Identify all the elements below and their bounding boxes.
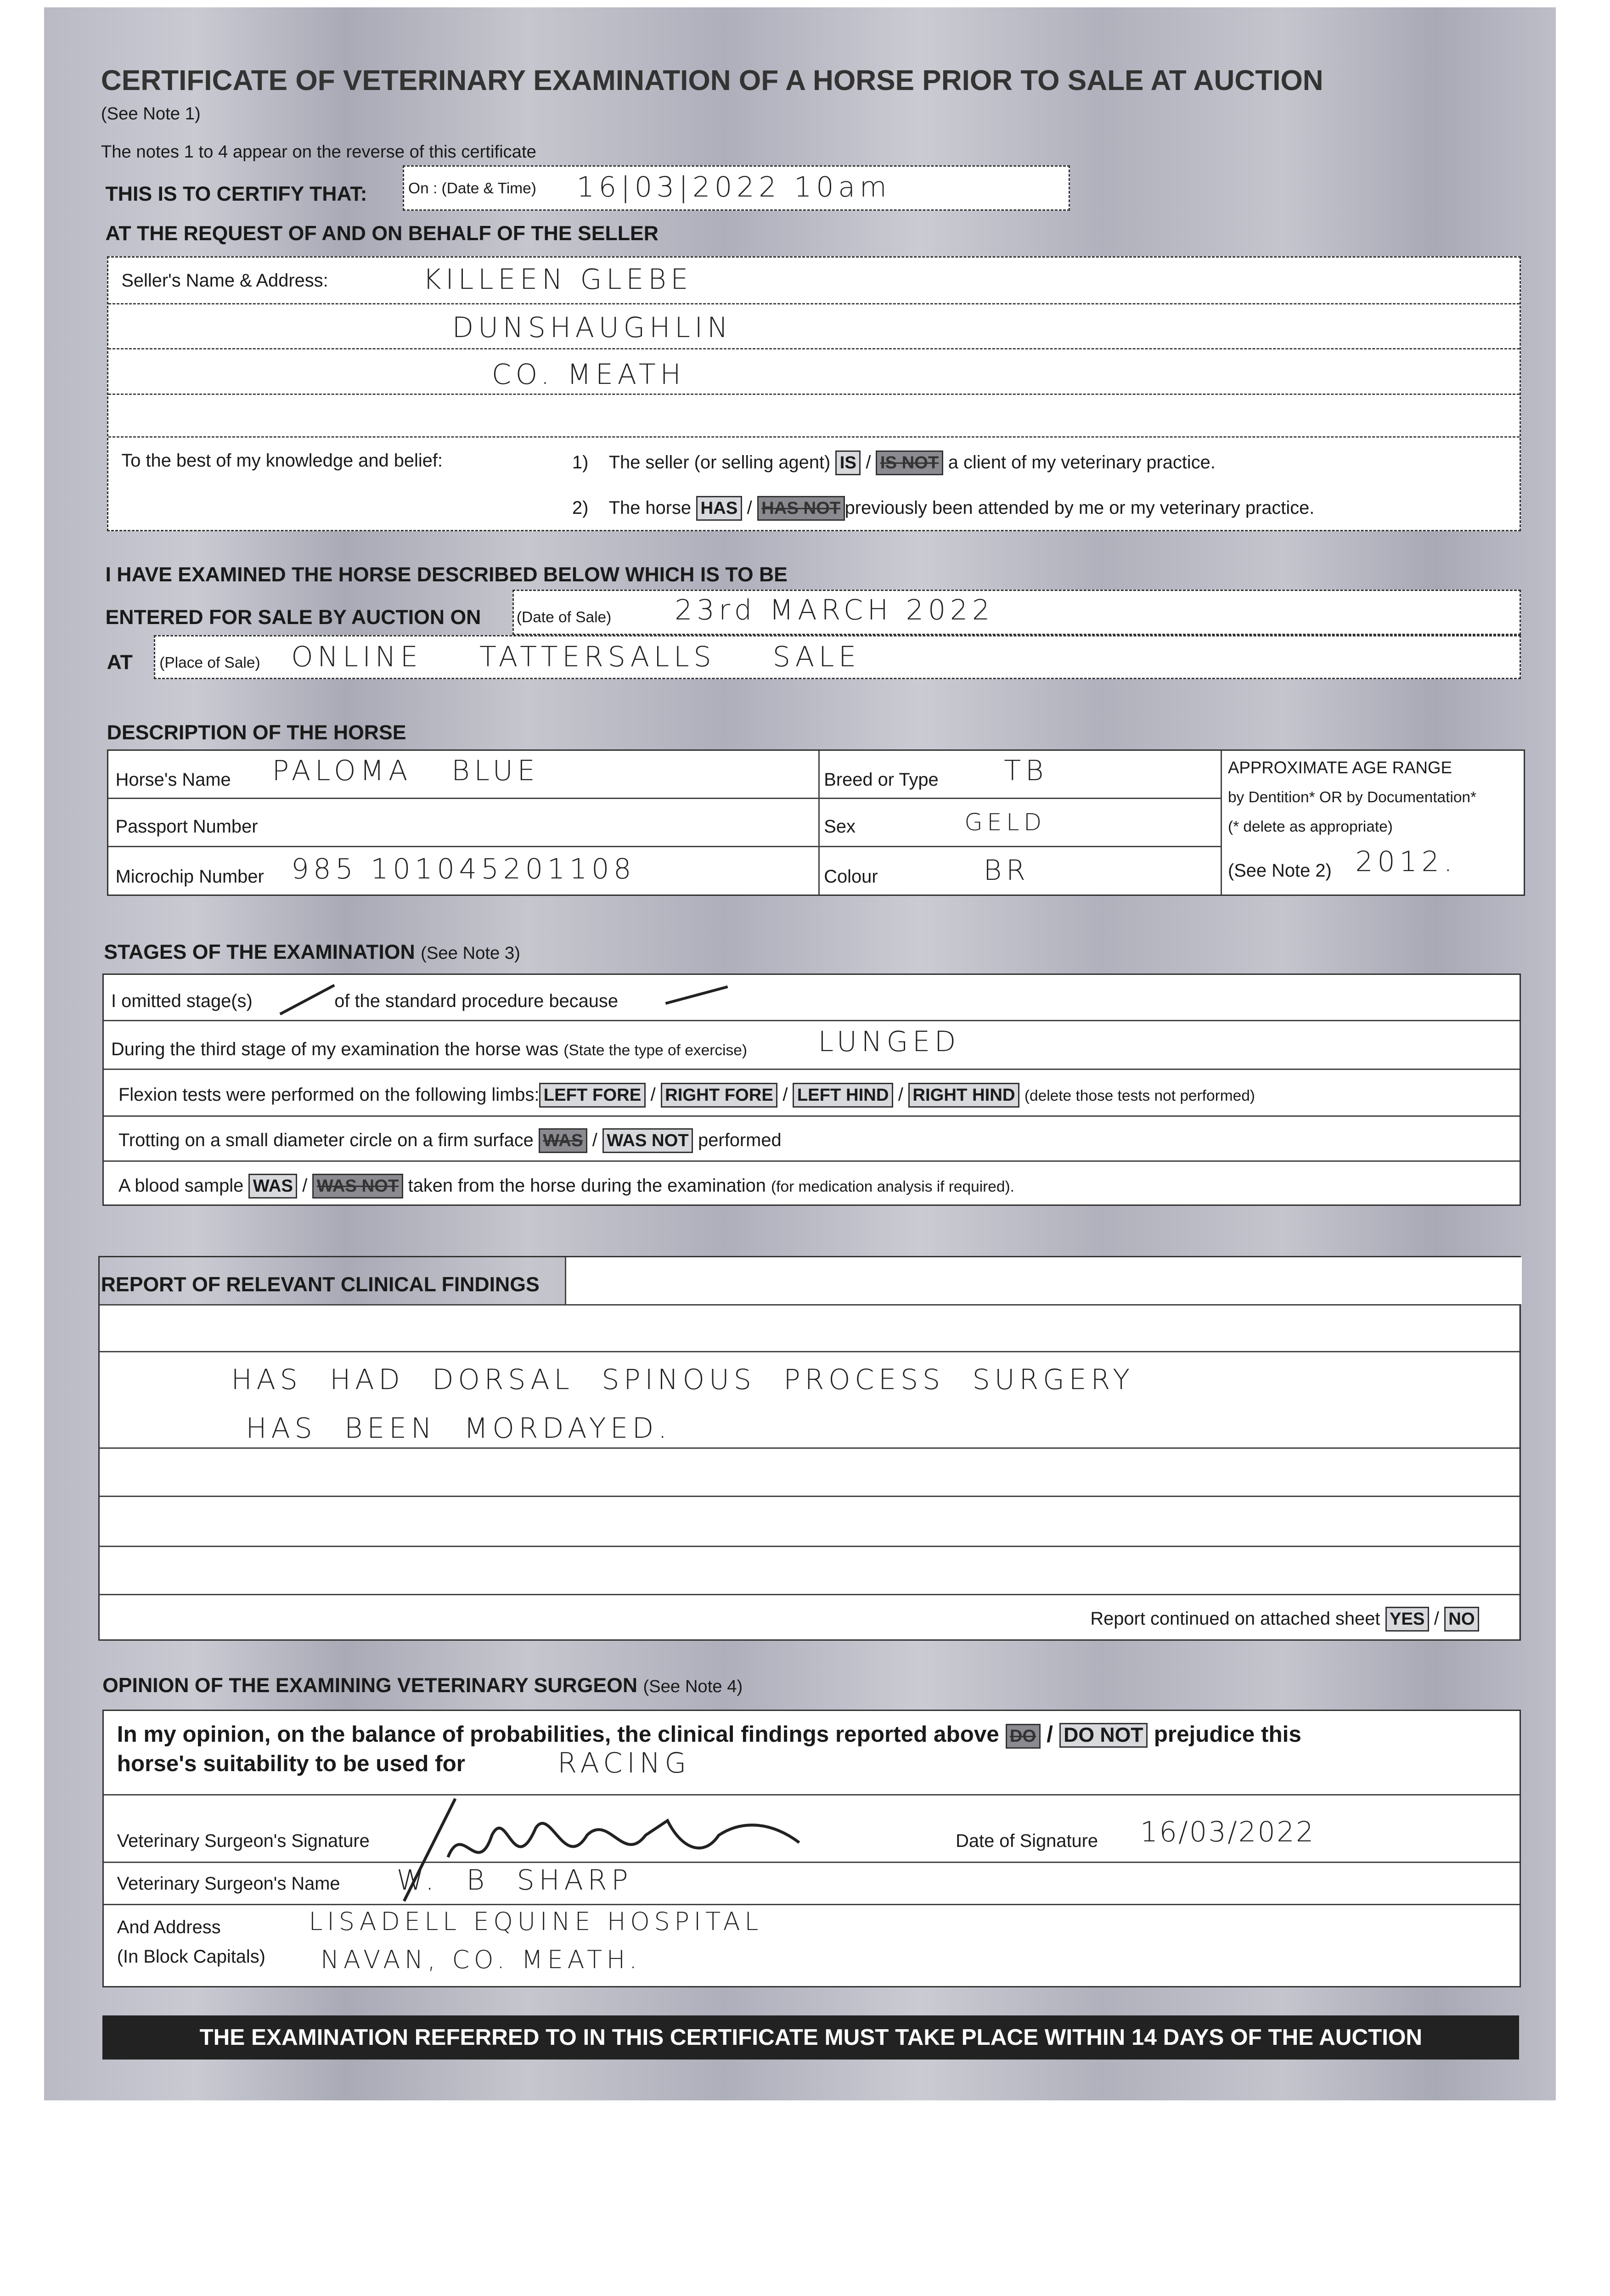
trot-was-option[interactable]: WAS bbox=[539, 1128, 587, 1153]
breed-value[interactable]: TB bbox=[1004, 755, 1048, 788]
colour-label: Colour bbox=[824, 866, 878, 887]
omitted-row: I omitted stage(s) of the standard procedure because bbox=[111, 990, 618, 1011]
description-table bbox=[107, 749, 1525, 896]
opinion-section bbox=[102, 1710, 1520, 1988]
do-not-option[interactable]: DO NOT bbox=[1059, 1723, 1148, 1748]
sale-place-label: (Place of Sale) bbox=[159, 654, 260, 671]
blood-was-not-option[interactable]: WAS NOT bbox=[312, 1174, 403, 1199]
statement-1: 1) The seller (or selling agent) IS / IS NOT a client of my veterinary practice. bbox=[572, 450, 1216, 475]
blood-was-option[interactable]: WAS bbox=[248, 1174, 297, 1199]
has-option[interactable]: HAS bbox=[696, 496, 742, 521]
address-line-2[interactable]: NAVAN, CO. MEATH. bbox=[320, 1945, 642, 1974]
see-note-1: (See Note 1) bbox=[101, 104, 201, 124]
footer-banner: THE EXAMINATION REFERRED TO IN THIS CERTIFICATE MUST TAKE PLACE WITHIN 14 DAYS OF THE AUCTION bbox=[102, 2015, 1519, 2060]
right-fore-option[interactable]: RIGHT FORE bbox=[661, 1083, 778, 1108]
sale-place-field[interactable] bbox=[154, 635, 1521, 679]
knowledge-label: To the best of my knowledge and belief: bbox=[121, 450, 443, 471]
continued-no-option[interactable]: NO bbox=[1444, 1607, 1479, 1632]
stages-table bbox=[102, 974, 1520, 1206]
breed-label: Breed or Type bbox=[824, 770, 939, 790]
horse-name-label: Horse's Name bbox=[115, 770, 231, 790]
age-by: by Dentition* OR by Documentation* bbox=[1227, 788, 1477, 806]
address-label-2: (In Block Capitals) bbox=[117, 1946, 265, 1967]
surgeon-name-value[interactable]: W. B SHARP bbox=[396, 1864, 633, 1897]
suitability-use-value[interactable]: RACING bbox=[557, 1747, 691, 1780]
report-line-2[interactable]: HAS BEEN MORDAYED. bbox=[246, 1412, 671, 1445]
blood-sample-row: A blood sample WAS / WAS NOT taken from the horse during the examination (for medication analysis if required). bbox=[118, 1174, 1014, 1199]
age-delete-note: (* delete as appropriate) bbox=[1227, 818, 1393, 835]
because-dash-mark bbox=[665, 985, 728, 1005]
sale-date-field[interactable] bbox=[512, 590, 1521, 635]
signature-label: Veterinary Surgeon's Signature bbox=[117, 1831, 370, 1851]
microchip-label: Microchip Number bbox=[115, 866, 264, 887]
third-stage-row: During the third stage of my examination the horse was (State the type of exercise) bbox=[111, 1039, 747, 1059]
trot-was-not-option[interactable]: WAS NOT bbox=[602, 1128, 693, 1153]
seller-section bbox=[107, 256, 1521, 531]
stages-heading: STAGES OF THE EXAMINATION (See Note 3) bbox=[104, 941, 520, 964]
date-time-value: 16|03|2022 10am bbox=[576, 171, 891, 203]
date-time-label: On : (Date & Time) bbox=[408, 180, 536, 197]
has-not-option[interactable]: HAS NOT bbox=[757, 496, 845, 521]
sex-label: Sex bbox=[824, 816, 856, 837]
left-hind-option[interactable]: LEFT HIND bbox=[793, 1083, 893, 1108]
page-title: CERTIFICATE OF VETERINARY EXAMINATION OF A HORSE PRIOR TO SALE AT AUCTION bbox=[101, 65, 1323, 97]
statement-2: 2) The horse HAS / HAS NOT previously been attended by me or my veterinary practice. bbox=[572, 496, 1314, 521]
request-heading: AT THE REQUEST OF AND ON BEHALF OF THE SELLER bbox=[105, 222, 659, 245]
trotting-row: Trotting on a small diameter circle on a firm surface WAS / WAS NOT performed bbox=[118, 1128, 782, 1153]
continued-yes-option[interactable]: YES bbox=[1385, 1607, 1429, 1632]
horse-name-value[interactable]: PALOMA BLUE bbox=[272, 755, 540, 788]
is-option[interactable]: IS bbox=[835, 450, 861, 475]
left-fore-option[interactable]: LEFT FORE bbox=[539, 1083, 645, 1108]
certify-label: THIS IS TO CERTIFY THAT: bbox=[105, 183, 367, 206]
sex-value[interactable]: GELD bbox=[964, 809, 1046, 837]
flexion-row: Flexion tests were performed on the following limbs: LEFT FORE / RIGHT FORE / LEFT HIND / RIGHT HIND (delete those tests not performed) bbox=[118, 1083, 1255, 1108]
seller-label: Seller's Name & Address: bbox=[121, 270, 328, 291]
opinion-text-2: horse's suitability to be used for bbox=[117, 1750, 466, 1776]
seller-line-1[interactable]: KILLEEN GLEBE bbox=[422, 263, 693, 296]
date-time-field[interactable] bbox=[403, 165, 1070, 211]
at-label: AT bbox=[107, 651, 133, 674]
right-hind-option[interactable]: RIGHT HIND bbox=[908, 1083, 1019, 1108]
surgeon-name-label: Veterinary Surgeon's Name bbox=[117, 1873, 340, 1894]
age-see-note: (See Note 2) bbox=[1227, 860, 1332, 881]
opinion-heading: OPINION OF THE EXAMINING VETERINARY SURGEON (See Note 4) bbox=[102, 1674, 743, 1697]
address-line-1[interactable]: LISADELL EQUINE HOSPITAL bbox=[309, 1907, 763, 1936]
third-stage-value[interactable]: LUNGED bbox=[818, 1026, 960, 1058]
sale-line-2: ENTERED FOR SALE BY AUCTION ON bbox=[105, 606, 481, 629]
date-of-signature-value[interactable]: 16/03/2022 bbox=[1140, 1816, 1315, 1849]
address-label: And Address bbox=[117, 1917, 221, 1938]
sale-date-value: 23rd MARCH 2022 bbox=[675, 594, 994, 626]
report-continued: Report continued on attached sheet YES / NO bbox=[1090, 1607, 1479, 1632]
report-section bbox=[98, 1256, 1521, 1641]
notes-line: The notes 1 to 4 appear on the reverse of this certificate bbox=[101, 142, 536, 162]
age-value[interactable]: 2012. bbox=[1355, 846, 1457, 878]
sale-line-1: I HAVE EXAMINED THE HORSE DESCRIBED BELOW WHICH IS TO BE bbox=[105, 563, 788, 586]
seller-line-2[interactable]: DUNSHAUGHLIN bbox=[452, 311, 732, 344]
report-line-1[interactable]: HAS HAD DORSAL SPINOUS PROCESS SURGERY bbox=[231, 1364, 1134, 1396]
seller-line-3[interactable]: CO. MEATH bbox=[491, 358, 686, 391]
is-not-option[interactable]: IS NOT bbox=[876, 450, 943, 475]
age-heading: APPROXIMATE AGE RANGE bbox=[1227, 758, 1452, 777]
opinion-text: In my opinion, on the balance of probabilities, the clinical findings reported above DO / DO NOT prejudice this bbox=[117, 1721, 1301, 1749]
sale-date-label: (Date of Sale) bbox=[516, 608, 612, 626]
sale-place-value: ONLINE TATTERSALLS SALE bbox=[291, 641, 861, 673]
date-of-signature-label: Date of Signature bbox=[956, 1831, 1098, 1851]
passport-label: Passport Number bbox=[115, 816, 258, 837]
description-heading: DESCRIPTION OF THE HORSE bbox=[107, 721, 406, 744]
do-option[interactable]: DO bbox=[1006, 1724, 1041, 1749]
colour-value[interactable]: BR bbox=[983, 855, 1030, 887]
report-heading: REPORT OF RELEVANT CLINICAL FINDINGS bbox=[101, 1273, 540, 1296]
microchip-value[interactable]: 985 101045201108 bbox=[291, 853, 636, 885]
